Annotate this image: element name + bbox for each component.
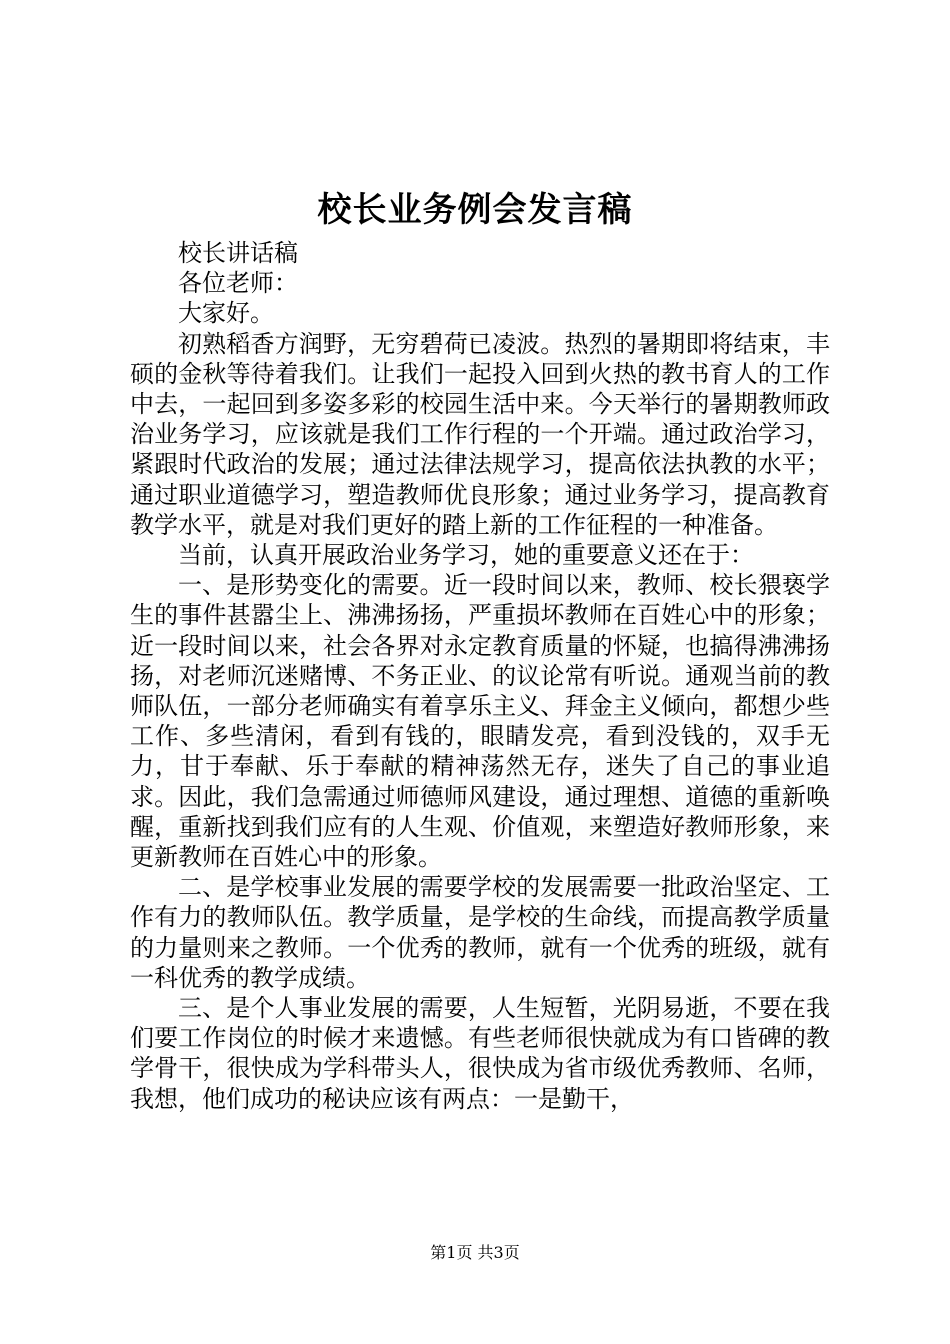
paragraph-point-one: 一、是形势变化的需要。近一段时间以来，教师、校长猥亵学生的事件甚嚣尘上、沸沸扬扬，严重损坏教师在百姓心中的形象；近一段时间以来，社会各界对永定教育质量的怀疑，也搞得沸沸扬扬，对老师沉迷赌博、不务正业、的议论常有听说。通观当前的教师队伍，一部分老师确实有着享乐主义、拜金主义倾向，都想少些工作、多些清闲，看到有钱的，眼睛发亮，看到没钱的，双手无力，甘于奉献、乐于奉献的精神荡然无存，迷失了自己的事业追求。因此，我们急需通过师德师风建设，通过理想、道德的重新唤醒，重新找到我们应有的人生观、价值观，来塑造好教师形象，来更新教师在百姓心中的形象。 bbox=[130, 571, 830, 872]
page-number-footer: 第1页 共3页 bbox=[430, 1243, 520, 1262]
paragraph-opening: 初熟稻香方润野，无穷碧荷已凌波。热烈的暑期即将结束，丰硕的金秋等待着我们。让我们一起投入回到火热的教书育人的工作中去，一起回到多姿多彩的校园生活中来。今天举行的暑期教师政治业务学习，应该就是我们工作行程的一个开端。通过政治学习，紧跟时代政治的发展；通过法律法规学习，提高依法执教的水平；通过职业道德学习，塑造教师优良形象；通过业务学习，提高教育教学水平，就是对我们更好的踏上新的工作征程的一种准备。 bbox=[130, 329, 830, 539]
paragraph-point-three: 三、是个人事业发展的需要，人生短暂，光阴易逝，不要在我们要工作岗位的时候才来遗憾。有些老师很快就成为有口皆碑的教学骨干，很快成为学科带头人，很快成为省市级优秀教师、名师，我想，他们成功的秘诀应该有两点：一是勤干， bbox=[130, 994, 830, 1113]
paragraph-heading-label: 校长讲话稿 bbox=[178, 239, 298, 267]
paragraph-significance: 当前，认真开展政治业务学习，她的重要意义还在于： bbox=[178, 541, 754, 570]
paragraph-point-two: 二、是学校事业发展的需要学校的发展需要一批政治坚定、工作有力的教师队伍。教学质量，是学校的生命线，而提高教学质量的力量则来之教师。一个优秀的教师，就有一个优秀的班级，就有一科优秀的教学成绩。 bbox=[130, 873, 830, 992]
document-title: 校长业务例会发言稿 bbox=[317, 190, 633, 230]
document-body bbox=[130, 238, 830, 1114]
paragraph-salutation: 各位老师： bbox=[178, 269, 298, 298]
paragraph-greeting: 大家好。 bbox=[178, 299, 274, 328]
